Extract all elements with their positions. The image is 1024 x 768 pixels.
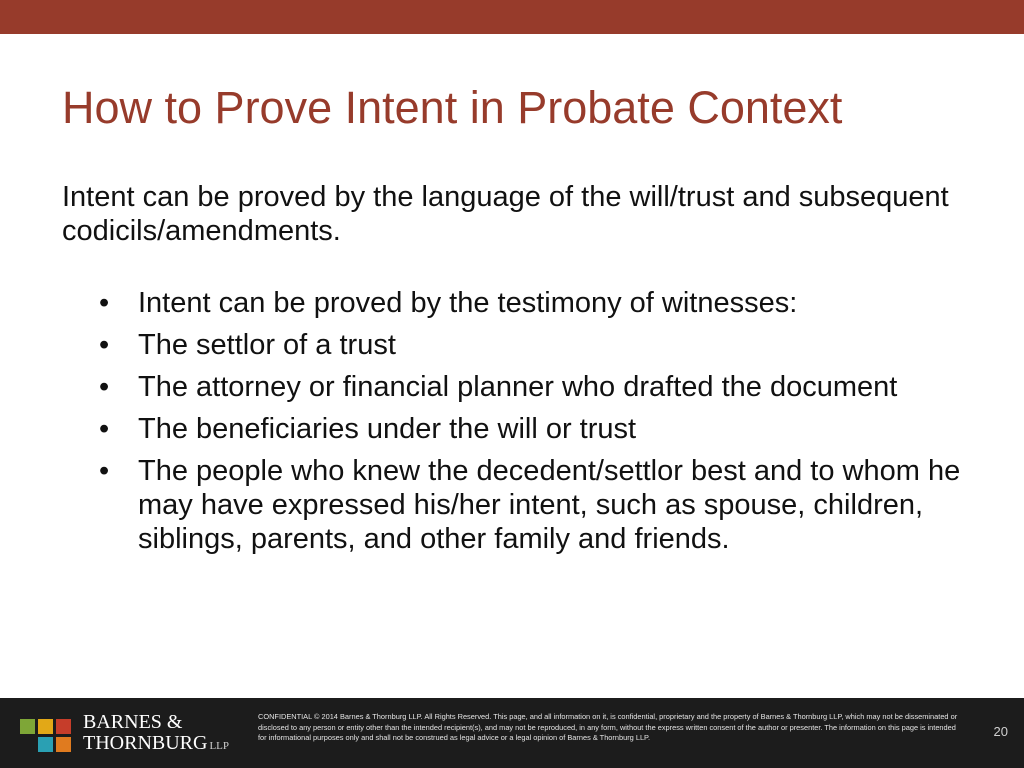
bullet-marker: •: [99, 371, 110, 403]
slide-title: How to Prove Intent in Probate Context: [62, 82, 843, 133]
intro-paragraph: Intent can be proved by the language of the will/trust and subsequent codicils/amendments.: [62, 181, 949, 247]
top-accent-bar: [0, 0, 1024, 34]
bullet-marker: •: [99, 329, 110, 361]
logo-llp: LLP: [209, 740, 230, 752]
logo-square: [38, 737, 53, 752]
bullet-marker: •: [99, 413, 110, 445]
logo-squares-icon: [20, 715, 78, 753]
bullet-item: [99, 286, 979, 320]
bullet-list: [99, 286, 979, 564]
bullet-text: The people who knew the decedent/settlor best and to whom he may have expressed his/her intent, such as spouse, children, siblings, parents, and other family and friends.: [138, 455, 961, 555]
bullet-marker: •: [99, 455, 110, 487]
page-number: 20: [993, 724, 1008, 739]
bullet-text: The attorney or financial planner who drafted the document: [138, 371, 898, 403]
bullet-item: [99, 370, 979, 404]
logo-square: [38, 719, 53, 734]
logo-square: [56, 719, 71, 734]
bullet-marker: •: [99, 287, 110, 319]
confidential-notice: CONFIDENTIAL © 2014 Barnes & Thornburg LLP. All Rights Reserved. This page, and all information on it, is confidential, proprietary and the property of Barnes & Thornburg LLP, which may not be disseminated or disclosed to any person or entity other than the intended recipient(s), and may not be reproduced, in any form, without the express written consent of the author or presenter. The information on this page is intended for informational purposes only and shall not be construed as legal advice or a legal opinion of Barnes & Thornburg LLP.: [258, 712, 958, 742]
footer-bar: [0, 698, 1024, 768]
bullet-item: [99, 412, 979, 446]
bullet-item: [99, 328, 979, 362]
logo-square: [20, 719, 35, 734]
bullet-text: Intent can be proved by the testimony of witnesses:: [138, 287, 798, 319]
bullet-text: The beneficiaries under the will or trust: [138, 413, 637, 445]
bullet-text: The settlor of a trust: [138, 329, 396, 361]
logo-square: [56, 737, 71, 752]
bullet-item: [99, 454, 979, 556]
firm-logo-text: [83, 712, 229, 757]
logo-line-2: THORNBURG: [83, 732, 208, 754]
logo-line-1: BARNES &: [83, 711, 183, 733]
